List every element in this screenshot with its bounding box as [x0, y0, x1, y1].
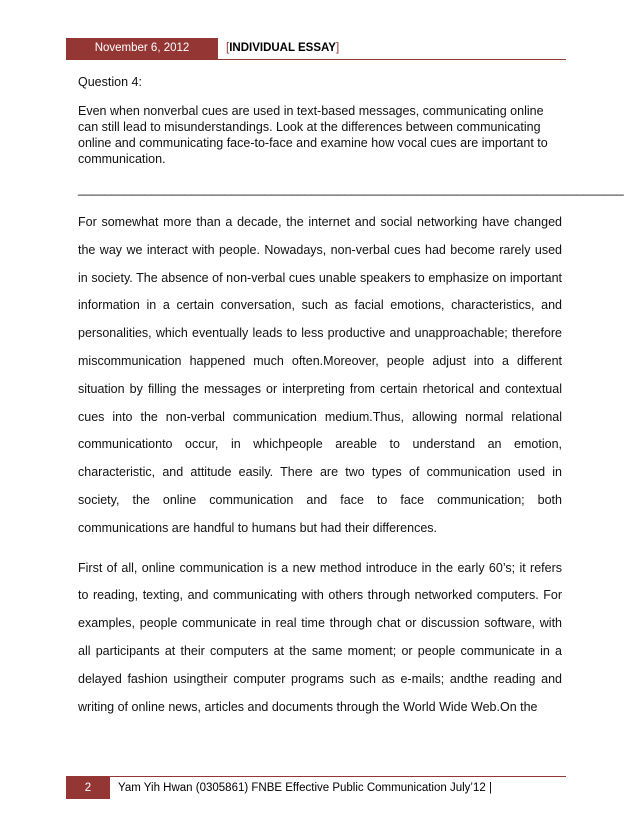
- header-title-close-bracket: ]: [335, 42, 340, 54]
- essay-paragraph-2: First of all, online communication is a new method introduce in the early 60’s; it refers to reading, texting, and communicating with others through networked computers. For examples, people communicate in real time through chat or discussion software, with all participants at their computers at the same moment; or people communicate in a delayed fashion usingtheir computer programs such as e-mails; andthe reading and writing of online news, articles and documents through the World Wide Web.On the: [78, 560, 562, 714]
- header-title: [226, 38, 339, 59]
- header-title-open-bracket: [: [226, 42, 230, 54]
- page-header: [66, 38, 566, 60]
- header-rule: [66, 59, 566, 60]
- page-footer: [66, 776, 566, 806]
- footer-text: Yam Yih Hwan (0305861) FNBE Effective Public Communication July’12 |: [118, 782, 492, 794]
- question-label: Question 4:: [78, 75, 142, 89]
- header-date: November 6, 2012: [66, 38, 218, 59]
- essay-paragraph-1: For somewhat more than a decade, the internet and social networking have changed the way we interact with people. Nowadays, non-verbal cues had become rarely used in society. The absence of non-verbal cues unable speakers to emphasize on important information in a certain conversation, such as facial emotions, characteristics, and personalities, which eventually leads to less productive and unapproachable; therefore miscommunication happened much often.Moreover, people adjust into a different situation by filling the messages or interpreting from certain rhetorical and contextual cues into the non-verbal communication medium.Thus, allowing normal relational communicationto occur, in whichpeople areable to understand an emotion, characteristic, and attitude easily. There are two types of communication used in society, the online communication and face to face communication; both communications are handful to humans but had their differences.: [78, 215, 562, 535]
- document-body: [78, 74, 624, 721]
- section-separator: __________________________________________________________________________________: [78, 182, 624, 196]
- page-number: 2: [66, 777, 110, 799]
- header-title-text: INDIVIDUAL ESSAY: [229, 42, 336, 54]
- question-text: Even when nonverbal cues are used in text-based messages, communicating online can still lead to misunderstandings. Look at the differences between communicating online and communicating face-to-face and examine how vocal cues are important to communication.: [78, 104, 548, 166]
